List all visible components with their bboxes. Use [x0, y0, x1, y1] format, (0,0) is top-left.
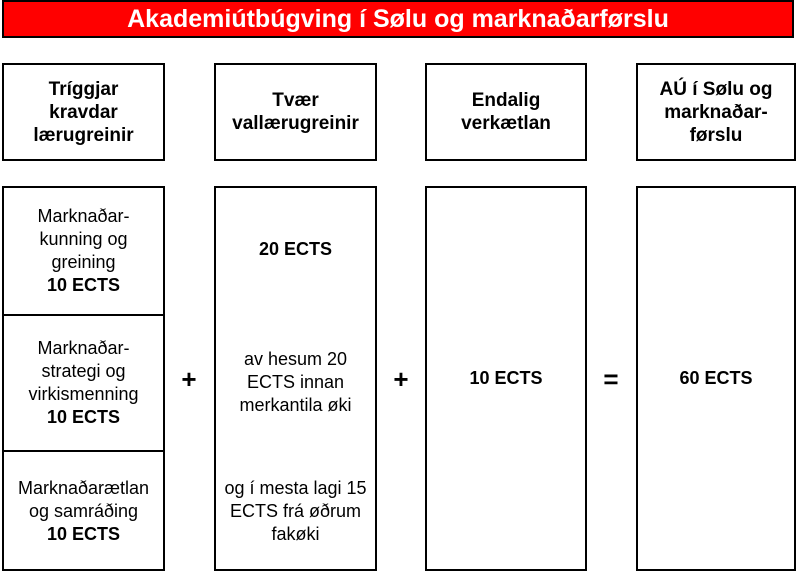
header-required-courses: Tríggjar kravdar lærugreinir: [2, 63, 165, 161]
electives-column: [214, 186, 377, 571]
course-marketing-strategy: [4, 314, 163, 450]
plus-operator: +: [181, 364, 197, 394]
header-electives: Tvær vallærugreinir: [214, 63, 377, 161]
header-total-degree: AÚ í Sølu og marknaðar- førslu: [636, 63, 796, 161]
electives-note-other: og í mesta lagi 15 ECTS frá øðrum fakøki: [224, 478, 367, 544]
equals-operator: =: [603, 364, 619, 394]
electives-note-merchant: av hesum 20 ECTS innan merkantila øki: [239, 349, 352, 415]
course-market-research: [4, 188, 163, 314]
plus-operator: +: [393, 364, 409, 394]
required-courses-column: [2, 186, 165, 571]
electives-total: 20 ECTS: [258, 239, 333, 259]
final-project-box: 10 ECTS: [425, 186, 587, 571]
course-name: Marknaðar- strategi og virkismenning: [28, 338, 139, 404]
diagram-title: Akademiútbúgving í Sølu og marknaðarførslu: [2, 0, 794, 38]
course-name: Marknaðar- kunning og greining: [37, 206, 130, 272]
course-ects: 10 ECTS: [46, 275, 121, 295]
course-name: Marknaðarætlan og samráðing: [17, 478, 150, 521]
course-ects: 10 ECTS: [46, 524, 121, 544]
course-ects: 10 ECTS: [46, 407, 121, 427]
header-final-project: Endalig verkætlan: [425, 63, 587, 161]
course-marketing-plan: [4, 450, 163, 571]
total-ects-box: 60 ECTS: [636, 186, 796, 571]
